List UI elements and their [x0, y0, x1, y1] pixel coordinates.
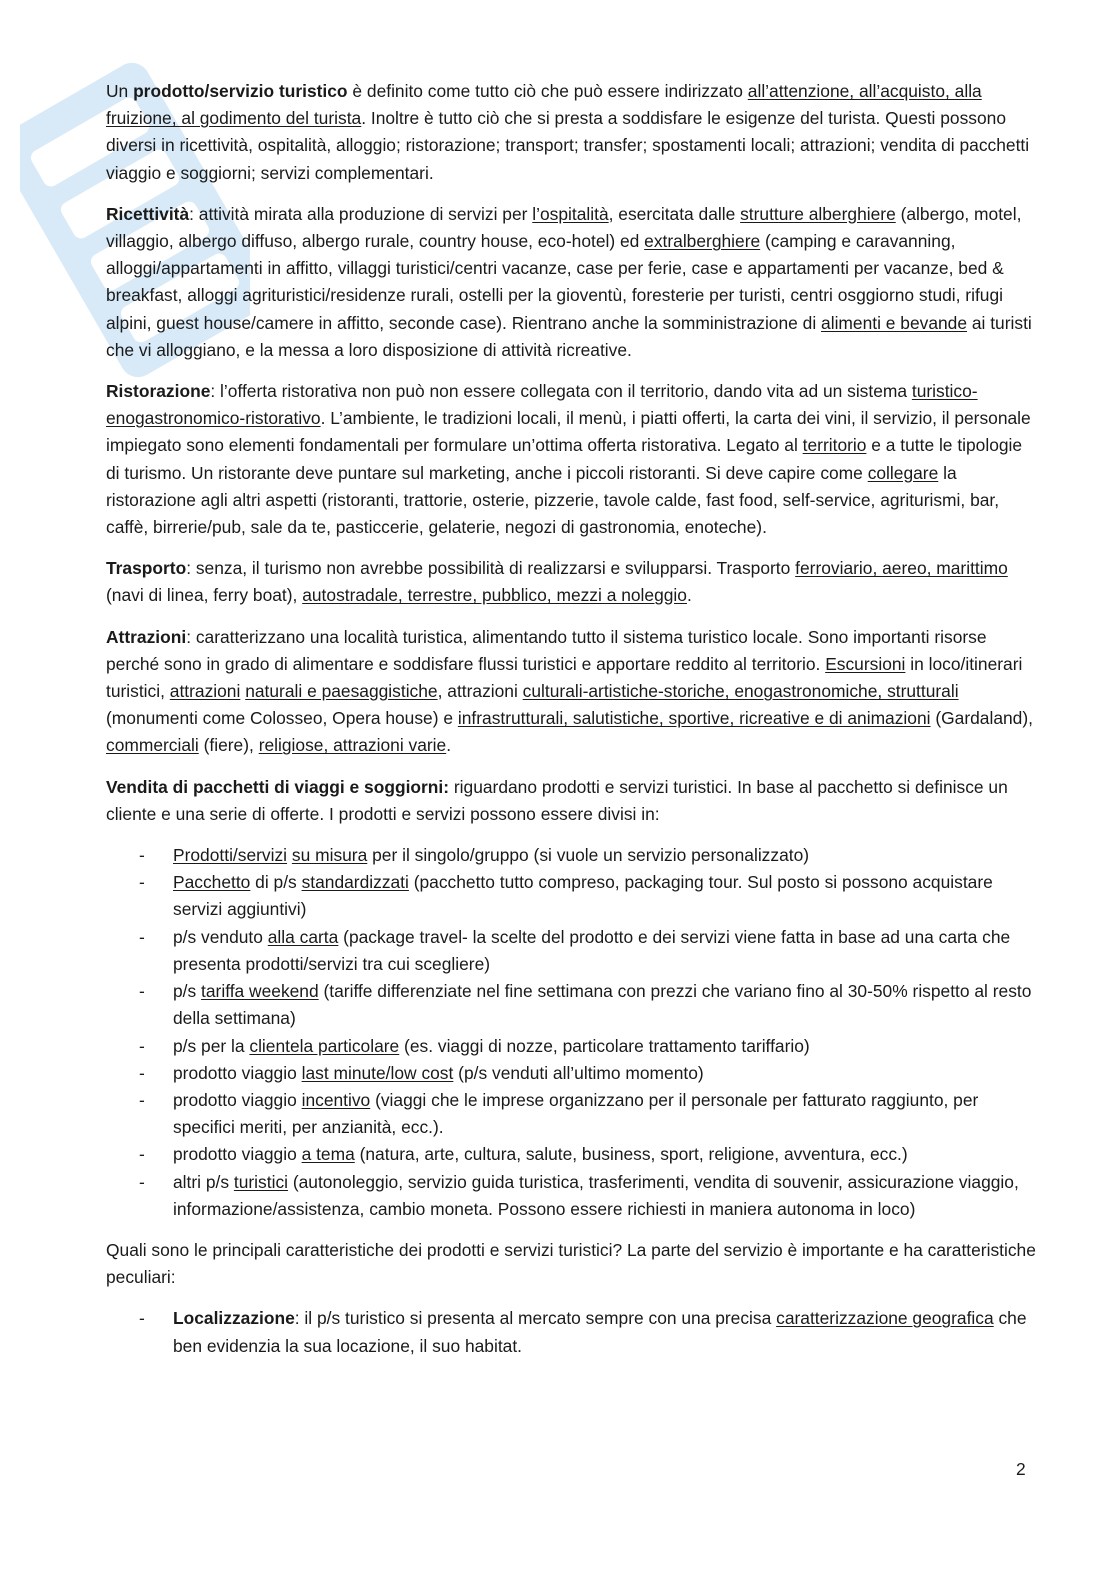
list-item: - prodotto viaggio a tema (natura, arte, cultura, salute, business, sport, religione, avventura, ecc.): [173, 1141, 1038, 1168]
paragraph-trasporto: Trasporto: senza, il turismo non avrebbe possibilità di realizzarsi e svilupparsi. Trasporto ferroviario, aereo, marittimo (navi di linea, ferry boat), autostradale, terrestre, pubblico, mezzi a noleggio.: [106, 558, 1008, 606]
list-item: - Pacchetto di p/s standardizzati (pacchetto tutto compreso, packaging tour. Sul posto si possono acquistare servizi aggiuntivi): [173, 869, 1038, 923]
term-vendita-pacchetti: Vendita di pacchetti di viaggi e soggiorni:: [106, 776, 450, 797]
paragraph-intro: Un prodotto/servizio turistico è definito come tutto ciò che può essere indirizzato all’attenzione, all’acquisto, alla fruizione, al godimento del turista. Inoltre è tutto ciò che si presta a soddisfare le esigenze del turista. Questi possono diversi in ricettività, ospitalità, alloggio; ristorazione; transport; transfer; spostamenti locali; attrazioni; vendita di pacchetti viaggio e soggiorni; servizi complementari.: [106, 81, 1030, 183]
term-localizzazione: Localizzazione: [173, 1308, 295, 1329]
list-item: - p/s tariffa weekend (tariffe differenziate nel fine settimana con prezzi che variano fino al 30-50% rispetto al resto della settimana): [173, 978, 1038, 1032]
list-item: - altri p/s turistici (autonoleggio, servizio guida turistica, trasferimenti, vendita di souvenir, assicurazione viaggio, informazione/assistenza, cambio moneta. Possono essere richiesti in maniera autonoma in loco): [173, 1169, 1038, 1223]
paragraph-ricettivita: Ricettività: attività mirata alla produzione di servizi per l’ospitalità, esercitata dalle strutture alberghiere (albergo, motel, villaggio, albergo diffuso, albergo rurale, country house, eco-hotel) ed extralberghiere (camping e caravanning, alloggi/appartamenti in affitto, villaggi turistici/centri vacanze, case per ferie, case e appartamenti per vacanze, bed & breakfast, alloggi agrituristici/residenze rurali, ostelli per la gioventù, foresterie per turisti, centri osggiorno studi, rifugi alpini, guest house/camere in affitto, seconde case). Rientrano anche la somministrazione di alimenti e bevande ai turisti che vi alloggiano, e la messa a loro disposizione di attività ricreative.: [106, 203, 1032, 360]
list-item: - Prodotti/servizi su misura per il singolo/gruppo (si vuole un servizio personalizzato): [173, 842, 1038, 869]
term-prodotto-servizio: prodotto/servizio turistico: [133, 81, 348, 101]
paragraph-attrazioni: Attrazioni: caratterizzano una località turistica, alimentando tutto il sistema turistico locale. Sono importanti risorse perché sono in grado di alimentare e soddisfare flussi turistici e apportare reddito al territorio. Escursioni in loco/itinerari turistici, attrazioni naturali e paesaggistiche, attrazioni culturali-artistiche-storiche, enogastronomiche, strutturali (monumenti come Colosseo, Opera house) e infrastrutturali, salutistiche, sportive, ricreative e di animazioni (Gardaland), commerciali (fiere), religiose, attrazioni varie.: [106, 626, 1033, 756]
page-number: 2: [1016, 1459, 1026, 1479]
list-product-types: [106, 842, 1038, 1223]
list-item: - prodotto viaggio last minute/low cost (p/s venduti all’ultimo momento): [173, 1060, 1038, 1087]
list-item: - p/s per la clientela particolare (es. viaggi di nozze, particolare trattamento tariffario): [173, 1033, 1038, 1060]
list-item: - p/s venduto alla carta (package travel- la scelte del prodotto e dei servizi viene fatta in base ad una carta che presenta prodotti/servizi tra cui scegliere): [173, 924, 1038, 978]
term-ristorazione: Ristorazione: [106, 381, 211, 402]
paragraph-ristorazione: Ristorazione: l’offerta ristorativa non può non essere collegata con il territorio, dando vita ad un sistema turistico-enogastronomico-ristorativo. L’ambiente, le tradizioni locali, il menù, i piatti offerti, la carta dei vini, il servizio, il personale impiegato sono elementi fondamentali per formulare un’ottima offerta ristorativa. Legato al territorio e a tutte le tipologie di turismo. Un ristorante deve puntare sul marketing, anche i piccoli ristoranti. Si deve capire come collegare la ristorazione agli altri aspetti (ristoranti, trattorie, osterie, pizzerie, tavole calde, fast food, self-service, agriturismi, bar, caffè, birrerie/pub, sale da te, pasticcerie, gelaterie, negozi di gastronomia, enoteche).: [106, 381, 1031, 538]
list-item: - prodotto viaggio incentivo (viaggi che le imprese organizzano per il personale per fatturato raggiunto, per specifici meriti, per anzianità, ecc.).: [173, 1087, 1038, 1141]
paragraph-caratteristiche: Quali sono le principali caratteristiche dei prodotti e servizi turistici? La parte del servizio è importante e ha caratteristiche peculiari:: [106, 1239, 1036, 1288]
paragraph-vendita-pacchetti: Vendita di pacchetti di viaggi e soggiorni: riguardano prodotti e servizi turistici. In base al pacchetto si definisce un cliente e una serie di offerte. I prodotti e servizi possono essere divisi in:: [106, 776, 1008, 824]
list-characteristics: [106, 1305, 1038, 1359]
term-trasporto: Trasporto: [106, 558, 187, 579]
term-ricettivita: Ricettività: [106, 203, 190, 224]
document-page: [106, 78, 1038, 1374]
list-item: - Localizzazione: il p/s turistico si presenta al mercato sempre con una precisa caratterizzazione geografica che ben evidenzia la sua locazione, il suo habitat.: [173, 1305, 1038, 1359]
term-attrazioni: Attrazioni: [106, 626, 187, 647]
underlined-phrase: all’attenzione, all’acquisto, alla fruizione, al godimento del turista: [106, 81, 982, 129]
